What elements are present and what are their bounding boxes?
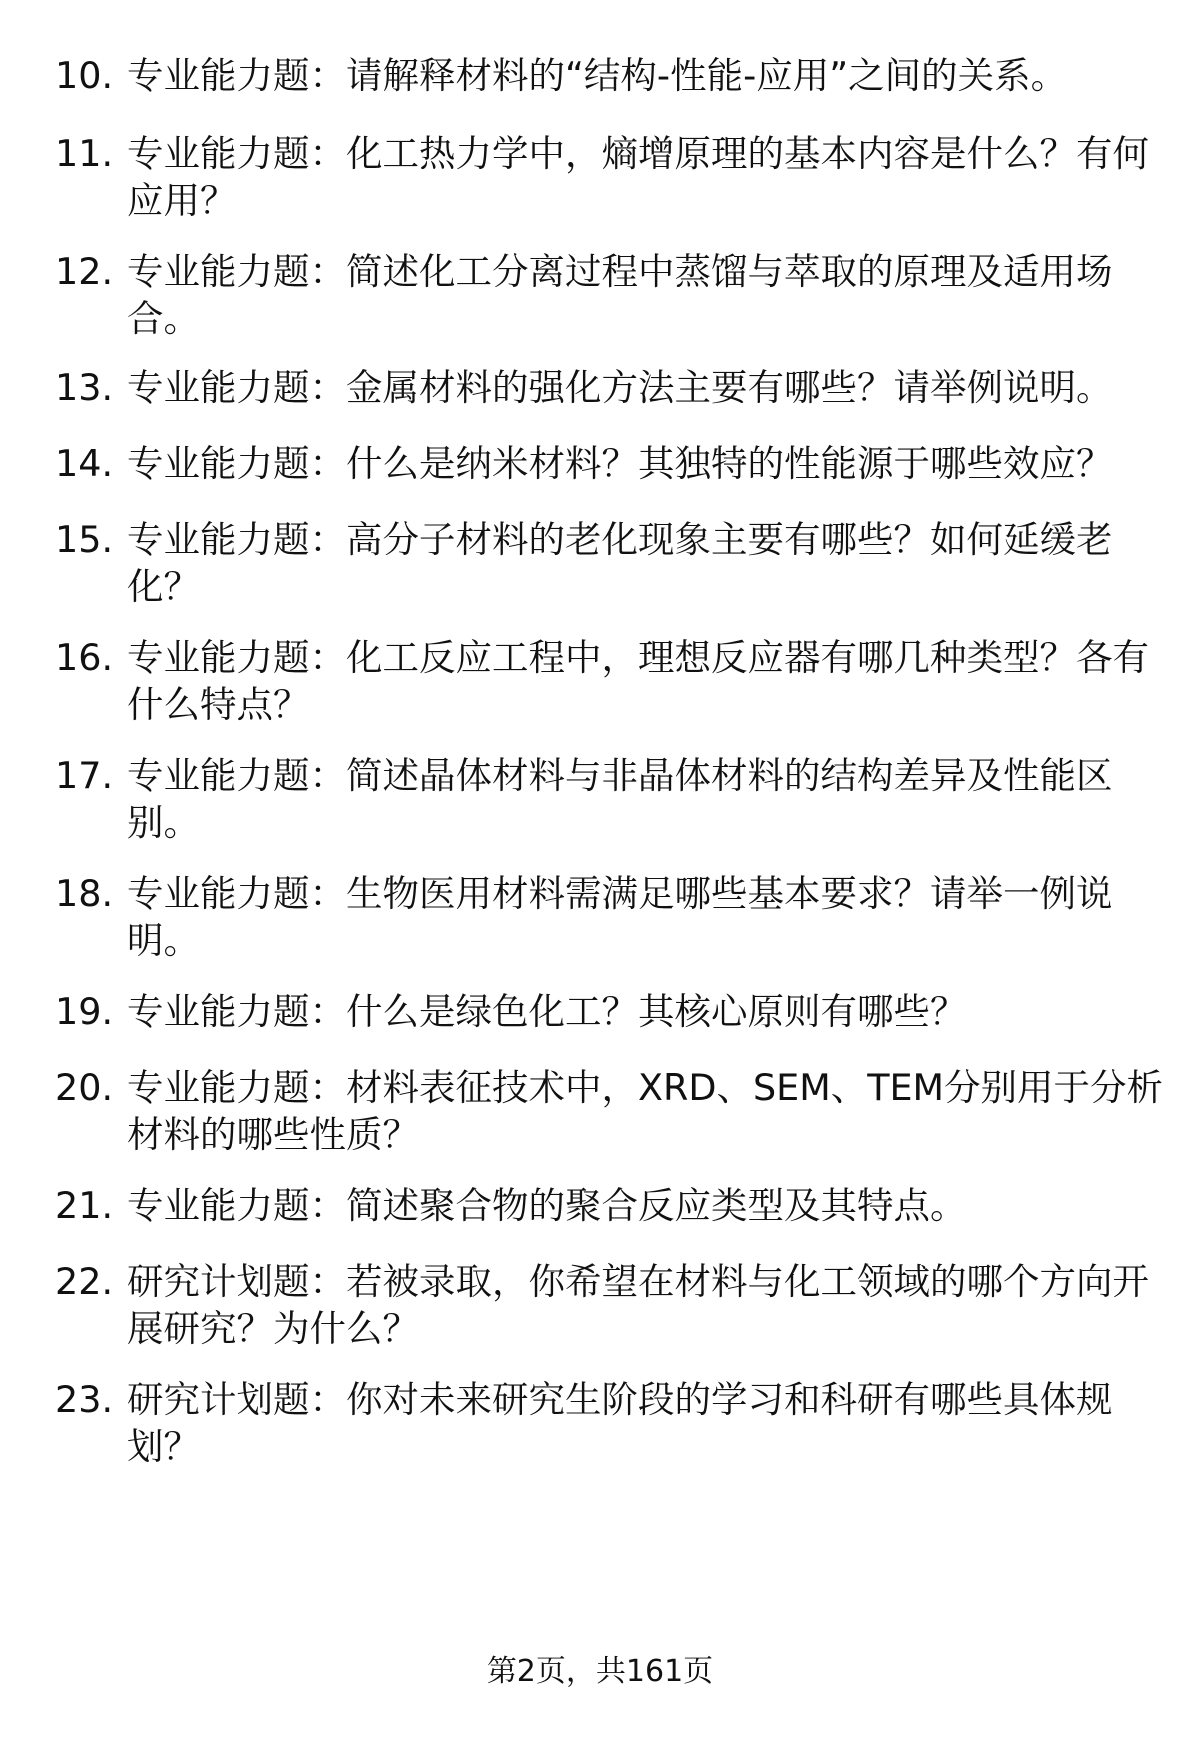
question-text: 专业能力题：化工热力学中，熵增原理的基本内容是什么？有何应用？	[127, 132, 1149, 222]
question-number: 21.	[55, 1184, 114, 1227]
list-item	[55, 248, 1165, 342]
list-item	[55, 1182, 1165, 1229]
question-text: 研究计划题：若被录取，你希望在材料与化工领域的哪个方向开展研究？为什么？	[127, 1260, 1149, 1350]
list-item	[55, 130, 1165, 224]
list-item	[55, 440, 1165, 487]
list-item	[55, 752, 1165, 846]
list-item	[55, 52, 1165, 99]
question-text: 研究计划题：你对未来研究生阶段的学习和科研有哪些具体规划？	[127, 1378, 1113, 1468]
question-text: 专业能力题：生物医用材料需满足哪些基本要求？请举一例说明。	[127, 872, 1113, 962]
list-item	[55, 988, 1165, 1035]
question-number: 15.	[55, 518, 114, 561]
question-number: 20.	[55, 1066, 114, 1109]
question-number: 13.	[55, 366, 114, 409]
list-item	[55, 870, 1165, 964]
question-number: 17.	[55, 754, 114, 797]
question-text: 专业能力题：化工反应工程中，理想反应器有哪几种类型？各有什么特点？	[127, 636, 1149, 726]
question-number: 14.	[55, 442, 114, 485]
question-text: 专业能力题：什么是纳米材料？其独特的性能源于哪些效应？	[127, 442, 1113, 485]
list-item	[55, 1258, 1165, 1352]
question-text: 专业能力题：材料表征技术中，XRD、SEM、TEM分别用于分析材料的哪些性质？	[127, 1066, 1164, 1156]
question-text: 专业能力题：什么是绿色化工？其核心原则有哪些？	[127, 990, 967, 1033]
question-number: 11.	[55, 132, 114, 175]
question-number: 22.	[55, 1260, 114, 1303]
question-number: 23.	[55, 1378, 114, 1421]
list-item	[55, 364, 1165, 411]
question-text: 专业能力题：简述晶体材料与非晶体材料的结构差异及性能区别。	[127, 754, 1113, 844]
list-item	[55, 1064, 1165, 1158]
question-text: 专业能力题：简述化工分离过程中蒸馏与萃取的原理及适用场合。	[127, 250, 1113, 340]
list-item	[55, 516, 1165, 610]
question-number: 18.	[55, 872, 114, 915]
list-item	[55, 634, 1165, 728]
question-number: 19.	[55, 990, 114, 1033]
question-number: 12.	[55, 250, 114, 293]
question-text: 专业能力题：金属材料的强化方法主要有哪些？请举例说明。	[127, 366, 1113, 409]
question-number: 16.	[55, 636, 114, 679]
question-text: 专业能力题：简述聚合物的聚合反应类型及其特点。	[127, 1184, 967, 1227]
list-item	[55, 1376, 1165, 1470]
question-number: 10.	[55, 54, 114, 97]
question-text: 专业能力题：高分子材料的老化现象主要有哪些？如何延缓老化？	[127, 518, 1113, 608]
question-text: 专业能力题：请解释材料的“结构-性能-应用”之间的关系。	[127, 54, 1068, 97]
page-footer: 第2页，共161页	[486, 1654, 714, 1689]
